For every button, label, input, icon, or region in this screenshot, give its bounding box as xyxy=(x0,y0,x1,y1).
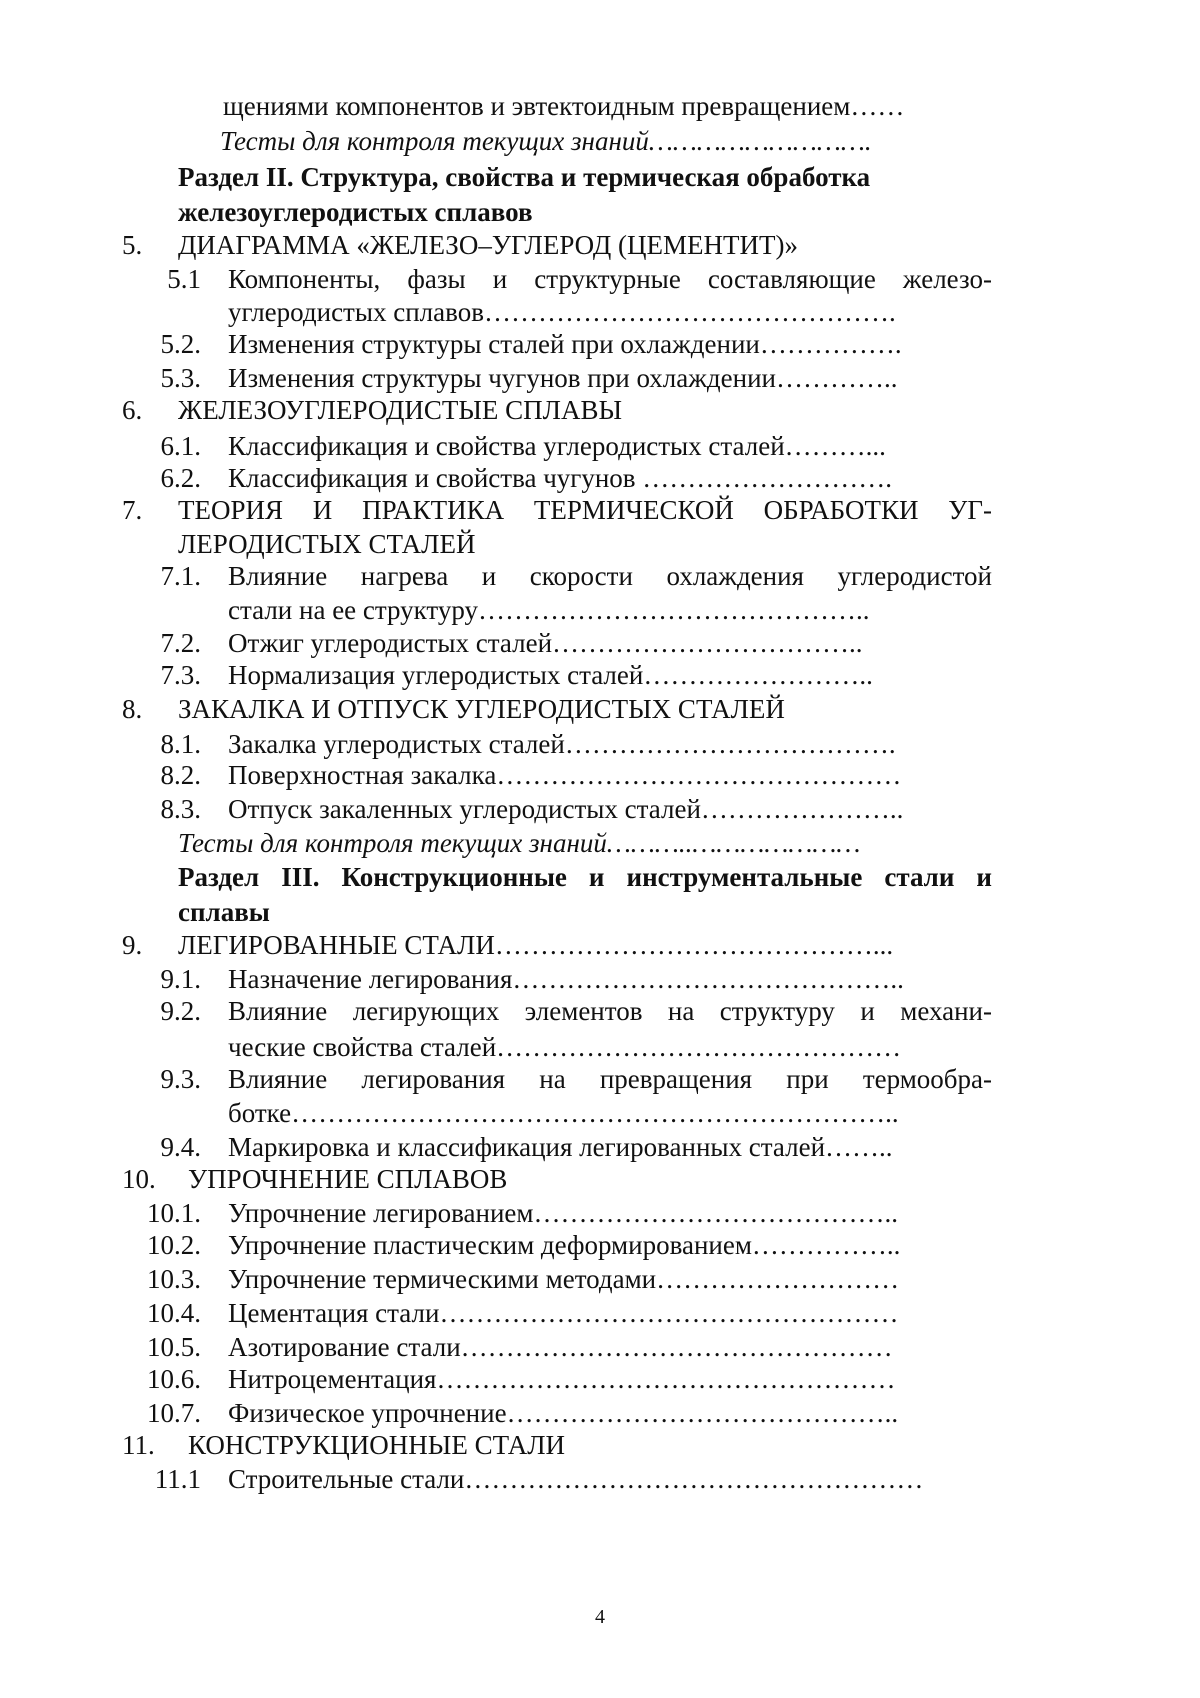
toc-text: ЛЕГИРОВАННЫЕ СТАЛИ……………………………………... xyxy=(178,930,894,960)
toc-text: Поверхностная закалка……………………………………… xyxy=(228,760,902,790)
toc-number: 5. xyxy=(122,230,143,260)
toc-text: Изменения структуры чугунов при охлаждении………….. xyxy=(228,363,898,393)
toc-number: 9. xyxy=(122,930,143,960)
toc-number: 8.2. xyxy=(160,760,201,790)
toc-text: ЛЕРОДИСТЫХ СТАЛЕЙ xyxy=(178,529,476,559)
toc-text: ТЕОРИЯ И ПРАКТИКА ТЕРМИЧЕСКОЙ ОБРАБОТКИ УГ- xyxy=(178,495,992,525)
toc-text: Маркировка и классификация легированных сталей…….. xyxy=(228,1132,893,1162)
toc-text: ческие свойства сталей……………………………………… xyxy=(228,1032,902,1062)
toc-number: 10.4. xyxy=(147,1298,201,1328)
toc-number: 11. xyxy=(122,1430,155,1460)
toc-number: 10.5. xyxy=(147,1332,201,1362)
toc-text: Классификация и свойства чугунов ………………………. xyxy=(228,463,893,493)
toc-text: Назначение легирования…………………………………….. xyxy=(228,964,904,994)
toc-text: Нормализация углеродистых сталей…………………….. xyxy=(228,660,873,690)
toc-number: 6. xyxy=(122,395,143,425)
toc-text: Азотирование стали………………………………………… xyxy=(228,1332,893,1362)
toc-number: 8.1. xyxy=(160,729,201,759)
toc-number: 10.2. xyxy=(147,1230,201,1260)
toc-text: Тесты для контроля текущих знаний………..………………… xyxy=(178,828,861,858)
toc-text: Изменения структуры сталей при охлаждении……………. xyxy=(228,329,902,359)
toc-text: Нитроцементация…………………………………………… xyxy=(228,1364,896,1394)
toc-number: 8.3. xyxy=(160,794,201,824)
toc-text: Отжиг углеродистых сталей…………………………….. xyxy=(228,628,863,658)
toc-text: Классификация и свойства углеродистых сталей………... xyxy=(228,431,886,461)
toc-number: 10. xyxy=(122,1164,156,1194)
page-number: 4 xyxy=(595,1606,605,1628)
toc-number: 7.2. xyxy=(160,628,201,658)
toc-text: КОНСТРУКЦИОННЫЕ СТАЛИ xyxy=(188,1430,566,1460)
toc-text: железоуглеродистых сплавов xyxy=(178,197,533,227)
toc-text: ДИАГРАММА «ЖЕЛЕЗО–УГЛЕРОД (ЦЕМЕНТИТ)» xyxy=(178,230,798,260)
toc-text: Закалка углеродистых сталей………………………………. xyxy=(228,729,896,759)
toc-number: 10.1. xyxy=(147,1198,201,1228)
toc-number: 7.1. xyxy=(160,561,201,591)
toc-number: 10.7. xyxy=(147,1398,201,1428)
toc-text: Отпуск закаленных углеродистых сталей………………….. xyxy=(228,794,904,824)
toc-text: Компоненты, фазы и структурные составляющие железо- xyxy=(228,264,992,294)
toc-text: Влияние легирующих элементов на структуру и механи- xyxy=(228,996,992,1026)
toc-number: 10.3. xyxy=(147,1264,201,1294)
toc-text: ботке………………………………………………………….. xyxy=(228,1098,899,1128)
toc-number: 7.3. xyxy=(160,660,201,690)
toc-text: ЗАКАЛКА И ОТПУСК УГЛЕРОДИСТЫХ СТАЛЕЙ xyxy=(178,694,785,724)
toc-text: Упрочнение легированием………………………………….. xyxy=(228,1198,898,1228)
toc-number: 6.1. xyxy=(160,431,201,461)
toc-number: 9.3. xyxy=(160,1064,201,1094)
toc-number: 5.2. xyxy=(160,329,201,359)
toc-text: Тесты для контроля текущих знаний………………………. xyxy=(220,126,872,156)
toc-number: 9.4. xyxy=(160,1132,201,1162)
toc-text: углеродистых сплавов………………………………………. xyxy=(228,297,896,327)
toc-number: 6.2. xyxy=(160,463,201,493)
toc-number: 9.2. xyxy=(160,996,201,1026)
toc-number: 5.1 xyxy=(167,264,201,294)
toc-number: 8. xyxy=(122,694,143,724)
toc-text: УПРОЧНЕНИЕ СПЛАВОВ xyxy=(188,1164,508,1194)
toc-number: 10.6. xyxy=(147,1364,201,1394)
toc-text: Строительные стали…………………………………………… xyxy=(228,1464,924,1494)
toc-text: Упрочнение термическими методами……………………… xyxy=(228,1264,900,1294)
toc-text: Влияние легирования на превращения при термообра- xyxy=(228,1064,992,1094)
toc-text: Цементация стали…………………………………………… xyxy=(228,1298,899,1328)
toc-number: 11.1 xyxy=(154,1464,201,1494)
toc-text: стали на ее структуру…………………………………….. xyxy=(228,595,870,625)
toc-text: Влияние нагрева и скорости охлаждения углеродистой xyxy=(228,561,992,591)
toc-text: Упрочнение пластическим деформированием…………….. xyxy=(228,1230,901,1260)
toc-number: 9.1. xyxy=(160,964,201,994)
toc-number: 5.3. xyxy=(160,363,201,393)
toc-text: ЖЕЛЕЗОУГЛЕРОДИСТЫЕ СПЛАВЫ xyxy=(178,395,623,425)
toc-text: сплавы xyxy=(178,897,270,927)
toc-number: 7. xyxy=(122,495,143,525)
toc-text: Раздел II. Структура, свойства и термическая обработка xyxy=(178,162,871,192)
toc-text: Раздел III. Конструкционные и инструментальные стали и xyxy=(178,862,992,892)
toc-text: щениями компонентов и эвтектоидным превращением…… xyxy=(223,91,905,121)
toc-text: Физическое упрочнение…………………………………….. xyxy=(228,1398,899,1428)
